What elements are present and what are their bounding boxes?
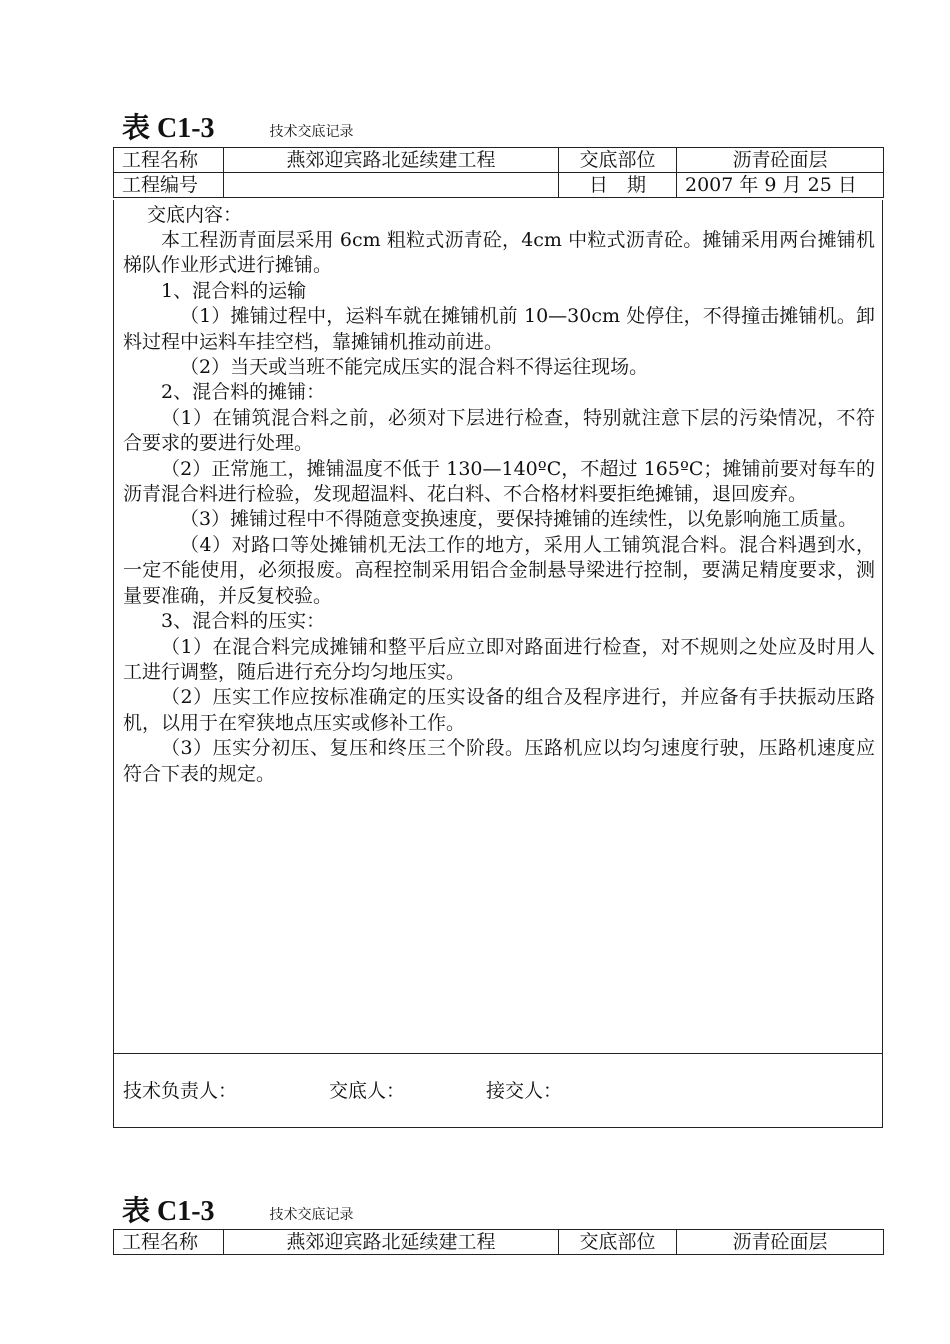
section-3-title: 3、混合料的压实： xyxy=(161,610,326,633)
section-2-item-2: （2）正常施工，摊铺温度不低于 130—140ºC，不超过 165ºC；摊铺前要对每车的沥青混合料进行检验，发现超温料、花白料、不合格材料要拒绝摊铺，退回废弃。 xyxy=(123,457,875,506)
section-3-item-1: （1）在混合料完成摊铺和整平后应立即对路面进行检查，对不规则之处应及时用人工进行调整，随后进行充分均匀地压实。 xyxy=(123,635,875,683)
section-2-title: 2、混合料的摊铺： xyxy=(161,381,326,404)
section-3-item-2: （2）压实工作应按标准确定的压实设备的组合及程序进行，并应备有手扶振动压路机，以用于在窄狭地点压实或修补工作。 xyxy=(123,686,875,734)
content-body xyxy=(123,228,875,787)
table-row xyxy=(114,148,884,173)
date-label: 日 期 xyxy=(559,173,677,198)
project-number-label: 工程编号 xyxy=(114,173,224,198)
form-header xyxy=(122,104,354,144)
form-title: 技术交底记录 xyxy=(269,124,354,140)
section-1-item-2: （2）当天或当班不能完成压实的混合料不得运往现场。 xyxy=(180,356,649,379)
form-title-2: 技术交底记录 xyxy=(269,1207,354,1223)
content-label: 交底内容： xyxy=(147,204,243,226)
discloser-signature: 交底人： xyxy=(329,1080,406,1102)
info-table xyxy=(113,147,884,198)
table-row xyxy=(114,1230,884,1255)
section-2-item-1: （1）在铺筑混合料之前，必须对下层进行检查，特别就注意下层的污染情况，不符合要求的要进行处理。 xyxy=(123,406,875,455)
table-row xyxy=(114,173,884,198)
form-code-2: 表 C1-3 xyxy=(122,1196,215,1227)
form-header-2 xyxy=(122,1187,354,1227)
section-2-item-4: （4）对路口等处摊铺机无法工作的地方，采用人工铺筑混合料。混合料遇到水，一定不能使用，必须报废。高程控制采用铝合金制悬导梁进行控制，要满足精度要求，测量要准确，并反复校验。 xyxy=(123,533,875,607)
section-3-item-3: （3）压实分初压、复压和终压三个阶段。压路机应以均匀速度行驶，压路机速度应符合下表的规定。 xyxy=(123,737,875,785)
handover-part-value: 沥青砼面层 xyxy=(677,148,884,173)
receiver-signature: 接交人： xyxy=(486,1080,563,1102)
handover-part-value-2: 沥青砼面层 xyxy=(677,1230,884,1255)
section-2-item-3: （3）摊铺过程中不得随意变换速度，要保持摊铺的连续性，以免影响施工质量。 xyxy=(180,508,858,531)
handover-part-label: 交底部位 xyxy=(559,148,677,173)
project-name-label-2: 工程名称 xyxy=(114,1230,224,1255)
form-code: 表 C1-3 xyxy=(122,113,215,144)
project-name-value-2: 燕郊迎宾路北延续建工程 xyxy=(224,1230,559,1255)
intro-paragraph: 本工程沥青面层采用 6cm 粗粒式沥青砼，4cm 中粒式沥青砼。摊铺采用两台摊铺机梯队作业形式进行摊铺。 xyxy=(123,229,875,277)
section-1-item-1: （1）摊铺过程中，运料车就在摊铺机前 10—30cm 处停住，不得撞击摊铺机。卸料过程中运料车挂空档，靠摊铺机推动前进。 xyxy=(123,305,875,353)
handover-part-label-2: 交底部位 xyxy=(559,1230,677,1255)
date-value: 2007 年 9 月 25 日 xyxy=(677,173,884,198)
project-name-value: 燕郊迎宾路北延续建工程 xyxy=(224,148,559,173)
tech-lead-signature: 技术负责人： xyxy=(123,1080,238,1102)
info-table-2 xyxy=(113,1229,884,1255)
section-1-title: 1、混合料的运输 xyxy=(161,279,307,302)
project-number-value xyxy=(224,173,559,198)
project-name-label: 工程名称 xyxy=(114,148,224,173)
